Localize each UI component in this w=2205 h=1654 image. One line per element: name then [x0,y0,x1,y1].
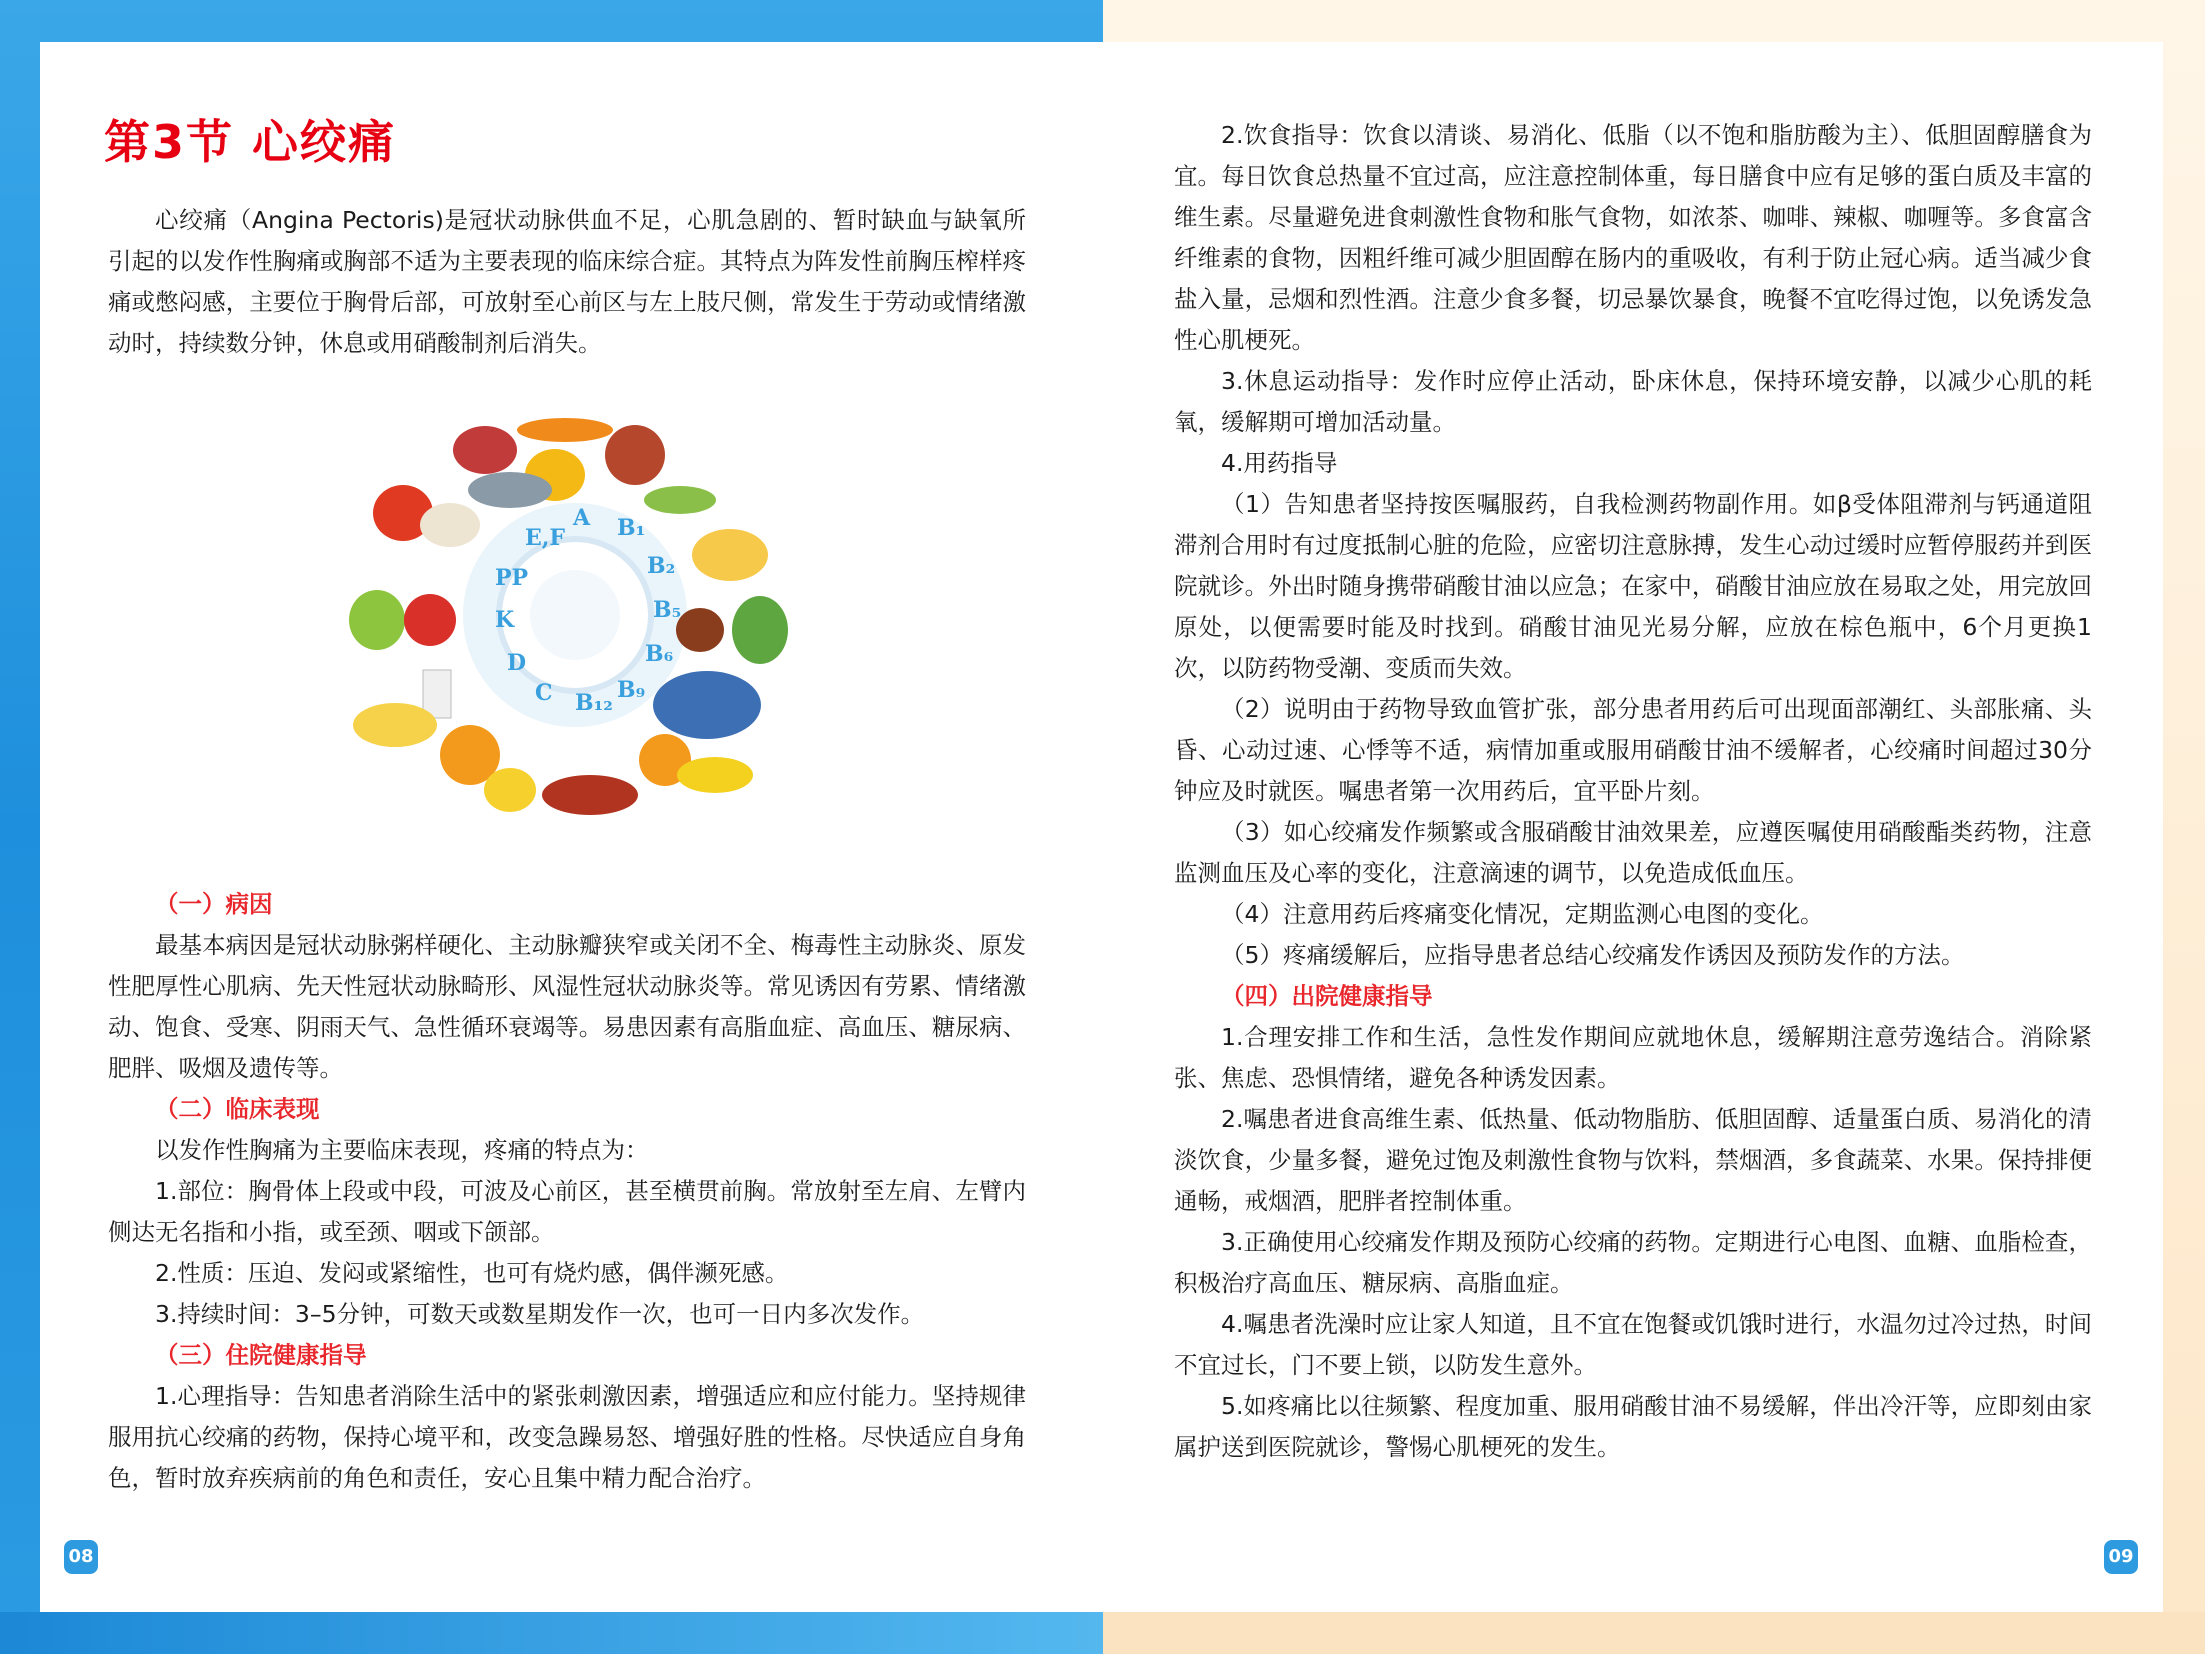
right-column-text [1174,115,2092,1468]
paragraph: （5）疼痛缓解后，应指导患者总结心绞痛发作诱因及预防发作的方法。 [1221,941,1965,969]
vitamin-label: B₂ [647,553,676,579]
paragraph: 最基本病因是冠状动脉粥样硬化、主动脉瓣狭窄或关闭不全、梅毒性主动脉炎、原发性肥厚性心肌病、先天性冠状动脉畸形、风湿性冠状动脉炎等。常见诱因有劳累、情绪激动、饱食、受寒、阴雨天气、急性循环衰竭等。易患因素有高脂血症、高血压、糖尿病、肥胖、吸烟及遗传等。 [108,931,1026,1082]
page-number-left: 08 [64,1540,98,1574]
paragraph: 3.正确使用心绞痛发作期及预防心绞痛的药物。定期进行心电图、血糖、血脂检查，积极治疗高血压、糖尿病、高脂血症。 [1174,1228,2092,1297]
paragraph: （3）如心绞痛发作频繁或含服硝酸甘油效果差，应遵医嘱使用硝酸酯类药物，注意监测血压及心率的变化，注意滴速的调节，以免造成低血压。 [1174,818,2092,887]
section-heading: （二）临床表现 [155,1095,320,1123]
vitamin-label: K [495,607,515,633]
vitamin-label: B₅ [653,597,682,623]
vitamin-label: D [507,650,527,676]
paragraph: 2.饮食指导：饮食以清谈、易消化、低脂（以不饱和脂肪酸为主）、低胆固醇膳食为宜。每日饮食总热量不宜过高，应注意控制体重，每日膳食中应有足够的蛋白质及丰富的维生素。尽量避免进食刺激性食物和胀气食物，如浓茶、咖啡、辣椒、咖喱等。多食富含纤维素的食物，因粗纤维可减少胆固醇在肠内的重吸收，有利于防止冠心病。适当减少食盐入量，忌烟和烈性酒。注意少食多餐，切忌暴饮暴食，晚餐不宜吃得过饱，以免诱发急性心肌梗死。 [1174,121,2092,354]
bottom-band-right [1103,1612,2205,1654]
vitamin-label: PP [495,565,529,591]
vitamin-label: A [573,505,591,531]
section-heading: （三）住院健康指导 [155,1341,367,1369]
paragraph: 5.如疼痛比以往频繁、程度加重、服用硝酸甘油不易缓解，伴出冷汗等，应即刻由家属护送到医院就诊，警惕心肌梗死的发生。 [1174,1392,2092,1461]
vitamin-label: E,F [525,525,566,551]
paragraph: 1.部位：胸骨体上段或中段，可波及心前区，甚至横贯前胸。常放射至左肩、左臂内侧达无名指和小指，或至颈、咽或下颌部。 [108,1177,1026,1246]
paragraph: 1.合理安排工作和生活，急性发作期间应就地休息，缓解期注意劳逸结合。消除紧张、焦虑、恐惧情绪，避免各种诱发因素。 [1174,1023,2092,1092]
paragraph: 2.性质：压迫、发闷或紧缩性，也可有烧灼感，偶伴濒死感。 [155,1259,789,1287]
paragraph: （2）说明由于药物导致血管扩张，部分患者用药后可出现面部潮红、头部胀痛、头昏、心动过速、心悸等不适，病情加重或服用硝酸甘油不缓解者，心绞痛时间超过30分钟应及时就医。嘱患者第一次用药后，宜平卧片刻。 [1174,695,2092,805]
paragraph: 4.用药指导 [1221,449,1338,477]
paragraph: （1）告知患者坚持按医嘱服药，自我检测药物副作用。如β受体阻滞剂与钙通道阻滞剂合用时有过度抵制心脏的危险，应密切注意脉搏，发生心动过缓时应暂停服药并到医院就诊。外出时随身携带硝酸甘油以应急；在家中，硝酸甘油应放在易取之处，用完放回原处，以便需要时能及时找到。硝酸甘油见光易分解，应放在棕色瓶中，6个月更换1次，以防药物受潮、变质而失效。 [1174,490,2092,682]
section-heading: （一）病因 [155,890,273,918]
intro-paragraph: 心绞痛（Angina Pectoris)是冠状动脉供血不足，心肌急剧的、暂时缺血与缺氧所引起的以发作性胸痛或胸部不适为主要表现的临床综合症。其特点为阵发性前胸压榨样疼痛或憋闷感，主要位于胸骨后部，可放射至心前区与左上肢尺侧，常发生于劳动或情绪激动时，持续数分钟，休息或用硝酸制剂后消失。 [108,206,1026,357]
paragraph: 4.嘱患者洗澡时应让家人知道，且不宜在饱餐或饥饿时进行，水温勿过冷过热，时间不宜过长，门不要上锁，以防发生意外。 [1174,1310,2092,1379]
page-number-right: 09 [2104,1540,2138,1574]
vitamin-label: B₁₂ [575,690,613,716]
vitamin-label: C [535,680,553,706]
vitamin-label: B₆ [645,641,674,667]
paragraph: （4）注意用药后疼痛变化情况，定期监测心电图的变化。 [1221,900,1824,928]
section-heading: （四）出院健康指导 [1221,982,1433,1010]
paragraph: 以发作性胸痛为主要临床表现，疼痛的特点为： [155,1136,649,1164]
paragraph: 1.心理指导：告知患者消除生活中的紧张刺激因素，增强适应和应付能力。坚持规律服用抗心绞痛的药物，保持心境平和，改变急躁易怒、增强好胜的性格。尽快适应自身角色，暂时放弃疾病前的角色和责任，安心且集中精力配合治疗。 [108,1382,1026,1492]
vitamin-label: B₁ [617,515,646,541]
paragraph: 3.持续时间：3–5分钟，可数天或数星期发作一次，也可一日内多次发作。 [155,1300,925,1328]
left-column-text [108,200,1026,1499]
vitamin-label: B₉ [617,677,646,703]
paragraph: 3.休息运动指导：发作时应停止活动，卧床休息，保持环境安静，以减少心肌的耗氧，缓解期可增加活动量。 [1174,367,2092,436]
section-title: 第3节 心绞痛 [104,115,397,169]
paragraph: 2.嘱患者进食高维生素、低热量、低动物脂肪、低胆固醇、适量蛋白质、易消化的清淡饮食，少量多餐，避免过饱及刺激性食物与饮料，禁烟酒，多食蔬菜、水果。保持排便通畅，戒烟酒，肥胖者控制体重。 [1174,1105,2092,1215]
bottom-band-left [0,1612,1103,1654]
